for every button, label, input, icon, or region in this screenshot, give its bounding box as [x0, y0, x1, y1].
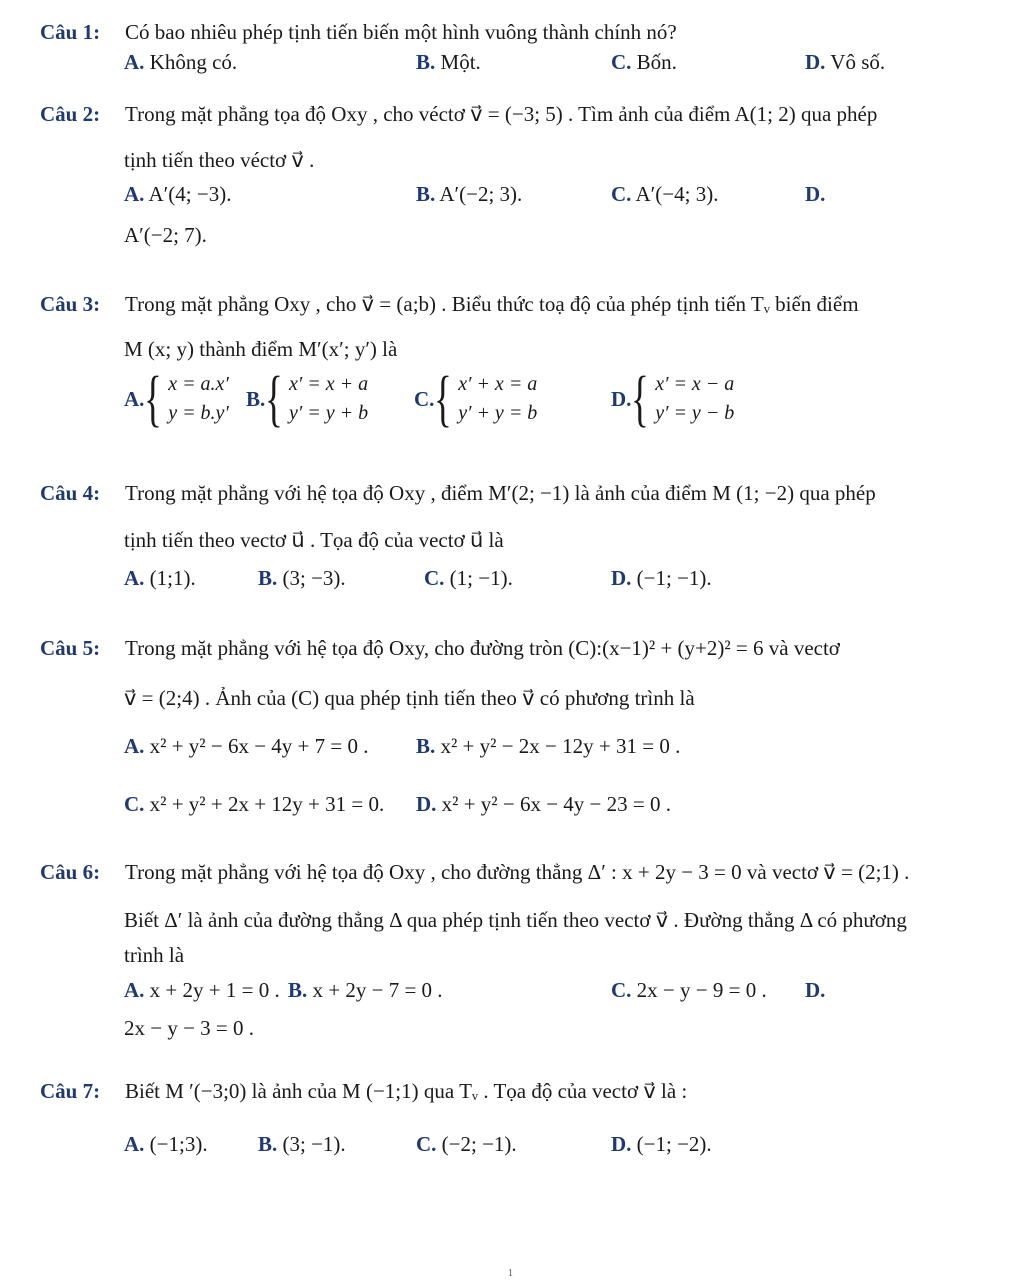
option-key: A. — [124, 50, 145, 74]
option-value: (1;1). — [149, 566, 196, 590]
q2-option-c — [611, 182, 718, 207]
q6-option-a — [124, 978, 280, 1003]
q5-option-b — [416, 734, 680, 759]
option-value: x² + y² − 6x − 4y + 7 = 0 . — [149, 734, 369, 758]
option-value: x² + y² − 2x − 12y + 31 = 0 . — [440, 734, 681, 758]
q7-option-a — [124, 1132, 208, 1157]
q1-option-c — [611, 50, 677, 75]
option-key: B. — [258, 1132, 278, 1156]
system-line: y = b.y′ — [168, 402, 229, 424]
option-key: A. — [124, 734, 145, 758]
option-value: 2x − y − 9 = 0 . — [636, 978, 767, 1002]
q5-label: Câu 5: — [40, 636, 101, 660]
q1-option-a — [124, 50, 237, 75]
q2-label: Câu 2: — [40, 102, 101, 126]
q7-option-c — [416, 1132, 517, 1157]
option-key: A. — [124, 1132, 145, 1156]
option-value: (3; −1). — [282, 1132, 346, 1156]
q3-option-c — [414, 365, 538, 433]
q6-option-c — [611, 978, 767, 1003]
option-key: A. — [124, 182, 145, 206]
q7-label: Câu 7: — [40, 1079, 101, 1103]
option-value: x + 2y + 1 = 0 . — [149, 978, 280, 1002]
q1-option-d — [805, 50, 885, 75]
q3-option-b — [246, 365, 369, 433]
q2-line2: tịnh tiến theo véctơ v⃗ . — [124, 148, 315, 172]
option-value: Vô số. — [830, 50, 886, 74]
q6-option-d-value: 2x − y − 3 = 0 . — [124, 1016, 255, 1040]
option-value: (−2; −1). — [441, 1132, 517, 1156]
option-key: B. — [288, 978, 308, 1002]
q7-option-d — [611, 1132, 712, 1157]
option-key: B. — [416, 734, 436, 758]
q6-option-b — [288, 978, 443, 1003]
q6-line2: Biết Δ′ là ảnh của đường thẳng Δ qua phép tịnh tiến theo vectơ v⃗ . Đường thẳng Δ có phương — [124, 908, 907, 932]
q4-label: Câu 4: — [40, 481, 101, 505]
page-number: 1 — [508, 1268, 513, 1279]
system-line: y′ + y = b — [458, 402, 538, 424]
q4-line1: Trong mặt phẳng với hệ tọa độ Oxy , điểm M′(2; −1) là ảnh của điểm M (1; −2) qua phép — [125, 481, 876, 505]
brace: { — [144, 365, 163, 433]
option-value: (−1; −1). — [636, 566, 712, 590]
option-key: D. — [611, 386, 632, 411]
option-key: A. — [124, 978, 145, 1002]
option-key: D. — [611, 1132, 632, 1156]
option-value: x² + y² − 6x − 4y − 23 = 0 . — [441, 792, 671, 816]
system-line: x′ + x = a — [458, 373, 538, 395]
q4-option-a — [124, 566, 196, 591]
system-line: x′ = x + a — [289, 373, 369, 395]
q3-line1: Trong mặt phẳng Oxy , cho v⃗ = (a;b) . Biểu thức toạ độ của phép tịnh tiến Tᵥ biến điểm — [125, 292, 859, 316]
q4-option-c — [424, 566, 513, 591]
system-line: y′ = y + b — [289, 402, 369, 424]
q3-option-a — [124, 365, 229, 433]
option-value: x² + y² + 2x + 12y + 31 = 0. — [149, 792, 385, 816]
option-value: (3; −3). — [282, 566, 346, 590]
option-key: C. — [611, 182, 632, 206]
q2-option-b — [416, 182, 522, 207]
brace: { — [265, 365, 284, 433]
q4-line2: tịnh tiến theo vectơ u⃗ . Tọa độ của vectơ u⃗ là — [124, 528, 504, 552]
option-key: C. — [611, 978, 632, 1002]
option-value: (1; −1). — [449, 566, 513, 590]
option-key: D. — [416, 792, 437, 816]
q2-option-d-value: A′(−2; 7). — [124, 223, 207, 247]
option-key: C. — [414, 386, 435, 411]
q5-option-d — [416, 792, 671, 817]
q4-option-b — [258, 566, 346, 591]
brace: { — [631, 365, 650, 433]
q3-label: Câu 3: — [40, 292, 101, 316]
option-key: B. — [258, 566, 278, 590]
option-key: B. — [416, 182, 436, 206]
option-value: Một. — [440, 50, 481, 74]
q5-option-c — [124, 792, 384, 817]
q6-option-d-key: D. — [805, 978, 826, 1002]
brace: { — [434, 365, 453, 433]
option-key: B. — [416, 50, 436, 74]
q1-label: Câu 1: — [40, 20, 101, 44]
option-key: C. — [424, 566, 445, 590]
system-line: x = a.x′ — [168, 373, 229, 395]
option-key: D. — [611, 566, 632, 590]
q7-option-b — [258, 1132, 346, 1157]
q5-option-a — [124, 734, 368, 759]
system-line: x′ = x − a — [655, 373, 735, 395]
option-value: A′(−2; 3). — [439, 182, 523, 206]
option-value: (−1;3). — [149, 1132, 208, 1156]
q1-option-b — [416, 50, 481, 75]
system-line: y′ = y − b — [655, 402, 735, 424]
q2-option-a — [124, 182, 231, 207]
q5-line1: Trong mặt phẳng với hệ tọa độ Oxy, cho đường tròn (C):(x−1)² + (y+2)² = 6 và vectơ — [125, 636, 840, 660]
q6-label: Câu 6: — [40, 860, 101, 884]
option-value: x + 2y − 7 = 0 . — [312, 978, 443, 1002]
option-value: A′(−4; 3). — [635, 182, 719, 206]
q6-line3: trình là — [124, 943, 185, 967]
q2-option-d-key: D. — [805, 182, 826, 206]
q6-line1: Trong mặt phẳng với hệ tọa độ Oxy , cho đường thẳng Δ′ : x + 2y − 3 = 0 và vectơ v⃗ = (2;1) . — [125, 860, 910, 884]
option-key: C. — [124, 792, 145, 816]
q4-option-d — [611, 566, 712, 591]
q3-line2: M (x; y) thành điểm M′(x′; y′) là — [124, 337, 398, 361]
q1-text: Có bao nhiêu phép tịnh tiến biến một hình vuông thành chính nó? — [125, 20, 677, 44]
option-key: C. — [416, 1132, 437, 1156]
option-key: C. — [611, 50, 632, 74]
option-value: Bốn. — [636, 50, 677, 74]
option-value: (−1; −2). — [636, 1132, 712, 1156]
option-key: A. — [124, 386, 145, 411]
q5-line2: v⃗ = (2;4) . Ảnh của (C) qua phép tịnh tiến theo v⃗ có phương trình là — [124, 686, 695, 710]
option-value: A′(4; −3). — [148, 182, 232, 206]
option-key: A. — [124, 566, 145, 590]
q2-line1: Trong mặt phẳng tọa độ Oxy , cho véctơ v⃗ = (−3; 5) . Tìm ảnh của điểm A(1; 2) qua phép — [125, 102, 878, 126]
option-key: D. — [805, 50, 826, 74]
option-value: Không có. — [149, 50, 238, 74]
option-key: B. — [246, 386, 266, 411]
q7-line1: Biết M ′(−3;0) là ảnh của M (−1;1) qua Tᵥ . Tọa độ của vectơ v⃗ là : — [125, 1079, 688, 1103]
q3-option-d — [611, 365, 735, 433]
